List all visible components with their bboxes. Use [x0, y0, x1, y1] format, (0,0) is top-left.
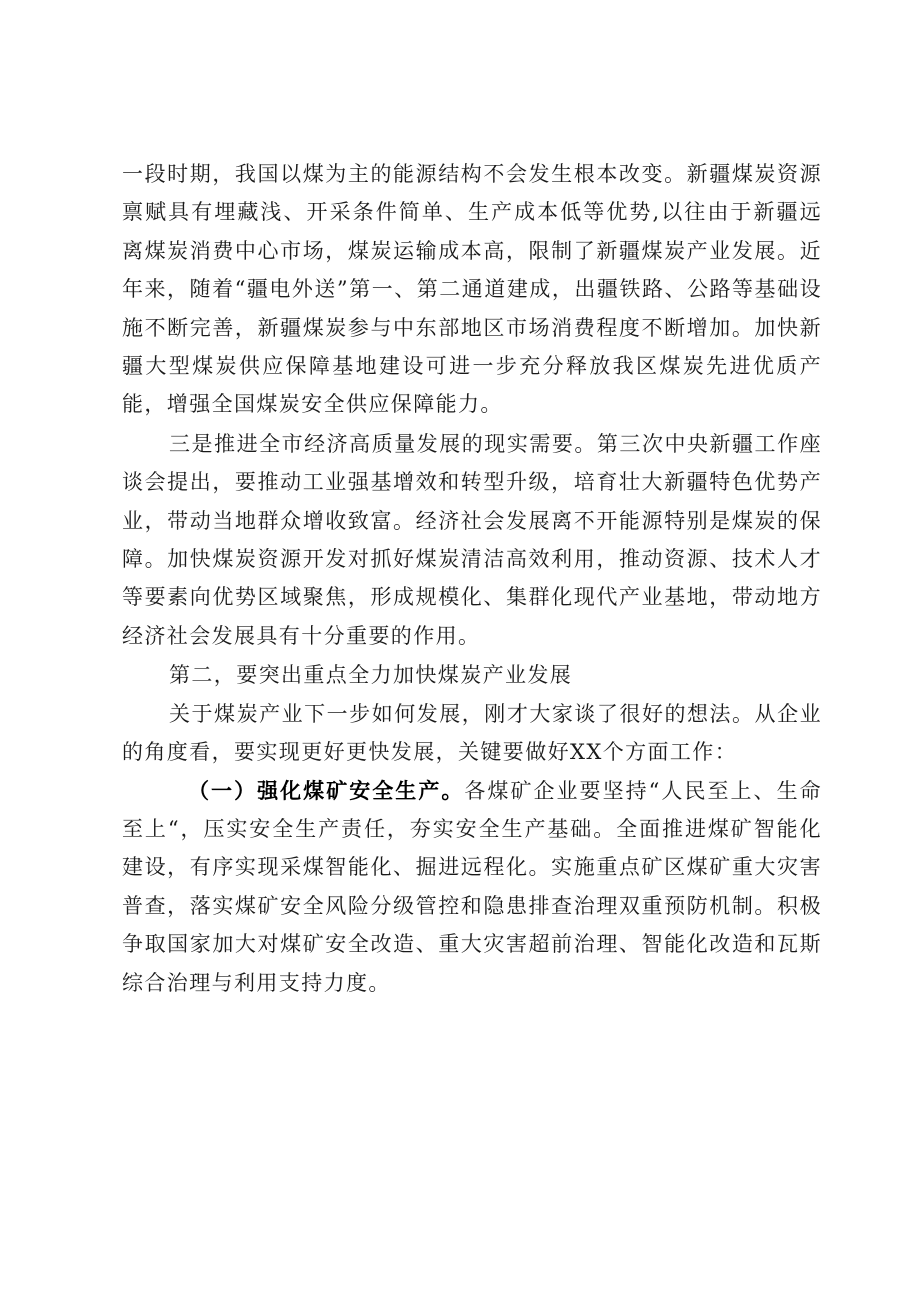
subsection-body-safety: 各煤矿企业要坚持“人民至上、生命至上“，压实安全生产责任，夯实安全生产基础。全面推进煤矿智能化建设，有序实现采煤智能化、掘进远程化。实施重点矿区煤矿重大灾害普查，落实煤矿安全风险分级管控和隐患排查治理双重预防机制。积极争取国家加大对煤矿安全改造、重大灾害超前治理、智能化改造和瓦斯综合治理与利用支持力度。 — [122, 778, 822, 995]
paragraph-energy-structure: 一段时期，我国以煤为主的能源结构不会发生根本改变。新疆煤炭资源禀赋具有埋藏浅、开采条件简单、生产成本低等优势,以往由于新疆远离煤炭消费中心市场，煤炭运输成本高，限制了新疆煤炭产业发展。近年来，随着“疆电外送”第一、第二通道建成，出疆铁路、公路等基础设施不断完善，新疆煤炭参与中东部地区市场消费程度不断增加。加快新疆大型煤炭供应保障基地建设可进一步充分释放我区煤炭先进优质产能，增强全国煤炭安全供应保障能力。 — [122, 162, 822, 417]
paragraph-intro-tasks: 关于煤炭产业下一步如何发展，刚才大家谈了很好的想法。从企业的角度看，要实现更好更快发展，关键要做好XX个方面工作： — [122, 701, 822, 765]
paragraph-third-reason: 三是推进全市经济高质量发展的现实需要。第三次中央新疆工作座谈会提出，要推动工业强基增效和转型升级，培育壮大新疆特色优势产业，带动当地群众增收致富。经济社会发展离不开能源特别是煤炭的保障。加快煤炭资源开发对抓好煤炭清洁高效利用，推动资源、技术人才等要素向优势区域聚焦，形成规模化、集群化现代产业基地，带动地方经济社会发展具有十分重要的作用。 — [122, 431, 822, 648]
subsection-heading-safety: （一）强化煤矿安全生产。 — [188, 777, 465, 803]
paragraph-safety-production — [122, 772, 822, 1002]
section-heading-second: 第二，要突出重点全力加快煤炭产业发展 — [169, 663, 573, 688]
document-body — [122, 155, 822, 1002]
